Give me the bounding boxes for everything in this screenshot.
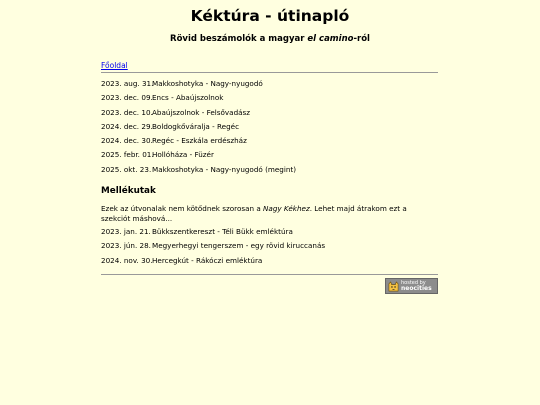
trip-date: 2024. dec. 29.	[101, 121, 153, 131]
page-subtitle: Rövid beszámolók a magyar el camino-ról	[170, 34, 370, 44]
list-item[interactable]	[101, 77, 296, 91]
trip-date: 2023. dec. 09.	[101, 93, 153, 103]
side-tours-heading: Mellékutak	[101, 186, 156, 196]
neocities-cat-icon	[388, 281, 399, 292]
trip-title: Hollóháza - Füzér	[152, 150, 214, 160]
side-tour-title: Bükkszentkereszt - Téli Bükk emléktúra	[152, 227, 293, 236]
list-item[interactable]	[101, 239, 325, 253]
neocities-badge[interactable]	[385, 278, 438, 294]
trip-title: Abaújszolnok - Felsővadász	[152, 107, 251, 117]
trip-title: Boldogkőváralja - Regéc	[152, 121, 240, 131]
list-item[interactable]	[101, 91, 296, 105]
nav	[101, 61, 128, 70]
home-link[interactable]: Főoldal	[101, 61, 128, 70]
trip-date: 2024. dec. 30.	[101, 136, 153, 146]
side-tour-date: 2023. jan. 21.	[101, 227, 151, 236]
divider	[101, 72, 438, 73]
side-tour-date: 2023. jún. 28.	[101, 241, 151, 251]
side-tour-date: 2024. nov. 30.	[101, 255, 153, 265]
neocities-badge-text: hosted by neocities	[401, 279, 432, 292]
trip-title: Makkoshotyka - Nagy-nyugodó	[152, 79, 263, 88]
list-item[interactable]	[101, 163, 296, 177]
trip-date: 2023. dec. 10.	[101, 107, 153, 117]
list-item[interactable]	[101, 120, 296, 134]
footer-divider	[101, 274, 438, 275]
trip-date: 2023. aug. 31.	[101, 79, 154, 88]
side-tour-title: Hercegkút - Rákóczi emléktúra	[152, 255, 263, 265]
trip-date: 2025. febr. 01.	[101, 150, 154, 160]
page-title: Kéktúra - útinapló	[190, 7, 350, 25]
list-item[interactable]	[101, 254, 325, 268]
trip-list	[101, 77, 296, 177]
trip-date: 2025. okt. 23.	[101, 164, 152, 174]
list-item[interactable]	[101, 134, 296, 148]
list-item[interactable]	[101, 225, 325, 239]
side-tours-note: Ezek az útvonalak nem kötődnek szorosan a Nagy Kékhez. Lehet majd átrakom ezt a szekciót máshová...	[101, 204, 407, 223]
list-item[interactable]	[101, 106, 296, 120]
side-tour-list	[101, 225, 325, 268]
trip-title: Makkoshotyka - Nagy-nyugodó (megint)	[152, 164, 297, 174]
trip-title: Encs - Abaújszolnok	[152, 93, 224, 103]
side-tour-title: Megyerhegyi tengerszem - egy rövid kiruccanás	[152, 241, 326, 251]
trip-title: Regéc - Eszkála erdészház	[152, 136, 247, 146]
list-item[interactable]	[101, 148, 296, 162]
